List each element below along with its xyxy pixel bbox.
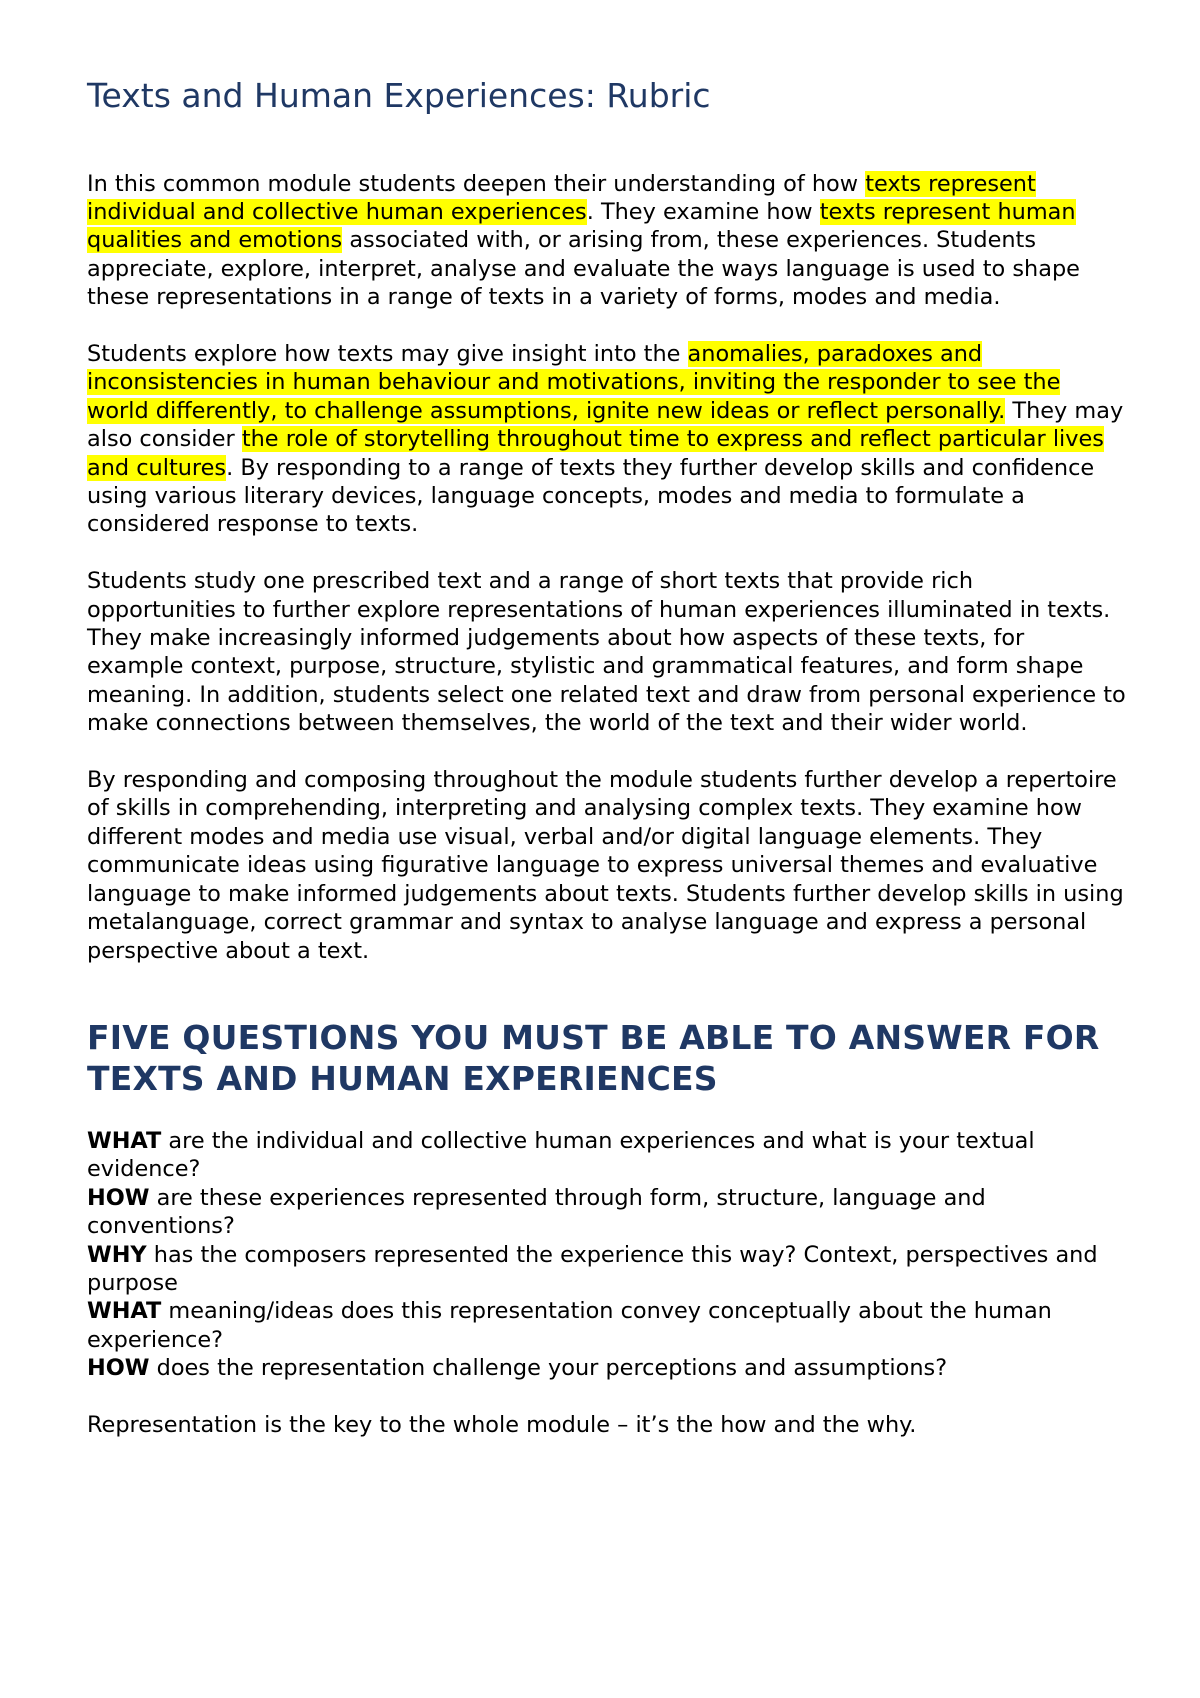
question-text: meaning/ideas does this representation convey conceptually about the human experience? [87, 1298, 1052, 1353]
paragraph-text: . By responding to a range of texts they further develop skills and confidence using various literary devices, language concepts, modes and media to formulate a considered response to texts. [87, 454, 1095, 538]
question-keyword: WHAT [87, 1127, 162, 1154]
intro-paragraph [87, 170, 1127, 312]
paragraph-text: In this common module students deepen their understanding of how [87, 170, 866, 197]
intro-section [87, 170, 1127, 965]
intro-paragraph [87, 766, 1127, 965]
paragraph-text: They may also consider [87, 397, 1124, 453]
document-title: Texts and Human Experiences: Rubric [87, 76, 711, 115]
intro-paragraph [87, 567, 1127, 737]
question-keyword: HOW [87, 1184, 150, 1211]
intro-paragraph [87, 340, 1127, 539]
question-item [87, 1241, 1127, 1298]
question-text: are these experiences represented through form, structure, language and conventions? [87, 1184, 986, 1240]
question-keyword: WHY [87, 1241, 147, 1268]
question-item [87, 1354, 1127, 1382]
paragraph-text: By responding and composing throughout the module students further develop a repertoire of skills in comprehending, interpreting and analysing complex texts. They examine how different modes and media use visual, verbal and/or digital language elements. They communicate ideas using figurative language to express universal themes and evaluative language to make informed judgements about texts. Students further develop skills in using metalanguage, correct grammar and syntax to analyse language and express a personal perspective about a text. [87, 767, 1124, 964]
questions-list [87, 1127, 1127, 1383]
paragraph-text: Students study one prescribed text and a range of short texts that provide rich opportunities to further explore representations of human experiences illuminated in texts. They make increasingly informed judgements about how aspects of these texts, for example context, purpose, structure, stylistic and grammatical features, and form shape meaning. In addition, students select one related text and draw from personal experience to make connections between themselves, the world of the text and their wider world. [87, 568, 1126, 737]
question-item [87, 1127, 1127, 1184]
highlighted-text: the role of storytelling throughout time to express and reflect particular lives and cultures [87, 426, 1104, 481]
highlighted-text: texts represent individual and collective human experiences [87, 170, 1036, 225]
paragraph-text: Students explore how texts may give insight into the [87, 341, 688, 368]
highlighted-text: texts represent human qualities and emotions [87, 199, 1076, 254]
question-item [87, 1297, 1127, 1354]
document-page [87, 76, 1127, 1468]
paragraph-text: . They examine how [586, 199, 820, 225]
question-text: are the individual and collective human experiences and what is your textual evidence? [87, 1127, 1035, 1183]
questions-heading: FIVE QUESTIONS YOU MUST BE ABLE TO ANSWER FOR TEXTS AND HUMAN EXPERIENCES [87, 1017, 1100, 1098]
question-item [87, 1184, 1127, 1241]
question-keyword: WHAT [87, 1298, 162, 1325]
highlighted-text: anomalies, paradoxes and inconsistencies in human behaviour and motivations, inviting the responder to see the world differently, to challenge assumptions, ignite new ideas or reflect personally. [87, 341, 1061, 424]
question-keyword: HOW [87, 1355, 150, 1382]
paragraph-text: associated with, or arising from, these experiences. Students appreciate, explore, interpret, analyse and evaluate the ways language is used to shape these representations in a range of texts in a variety of forms, modes and media. [87, 227, 1080, 311]
question-text: does the representation challenge your perceptions and assumptions? [149, 1355, 948, 1382]
closing-statement: Representation is the key to the whole module – it’s the how and the why. [87, 1411, 917, 1438]
question-text: has the composers represented the experience this way? Context, perspectives and purpose [87, 1241, 1098, 1296]
